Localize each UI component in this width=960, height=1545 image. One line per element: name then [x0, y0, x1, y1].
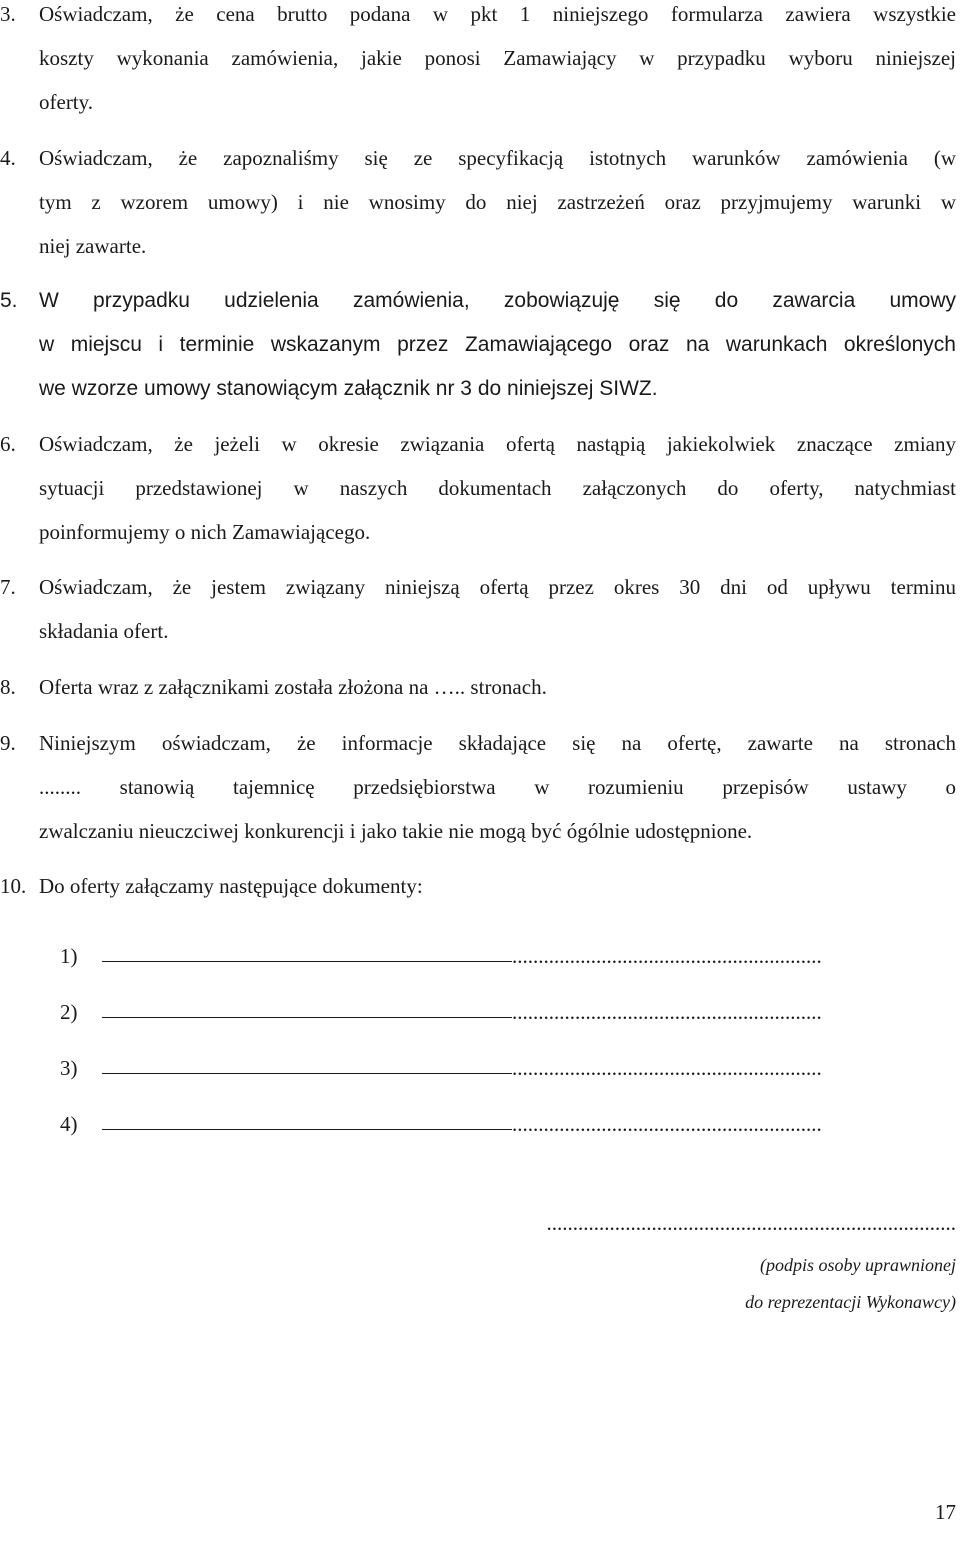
item-line: Oświadczam, że jestem związany niniejszą ofertą przez okres 30 dni od upływu terminu — [39, 575, 956, 599]
item-line: w miejscu i terminie wskazanym przez Zamawiającego oraz na warunkach określonych — [39, 333, 956, 356]
item-line: tym z wzorem umowy) i nie wnosimy do niej zastrzeżeń oraz przyjmujemy warunki w — [39, 190, 956, 214]
item-line: W przypadku udzielenia zamówienia, zobowiązuję się do zawarcia umowy — [39, 289, 956, 312]
item-line: zwalczaniu nieuczciwej konkurencji i jako takie nie mogą być ógólnie udostępnione. — [39, 819, 753, 843]
attachment-dots: ........................................................... — [512, 1112, 822, 1136]
attachment-label: 4) — [60, 1112, 78, 1136]
item-number: 9. — [0, 731, 16, 755]
item-line: niej zawarte. — [39, 234, 147, 258]
item-line: Do oferty załączamy następujące dokumenty: — [39, 874, 423, 898]
item-number: 8. — [0, 675, 16, 699]
attachment-row-4 — [60, 1111, 822, 1137]
attachment-label: 1) — [60, 944, 78, 968]
item-number: 10. — [0, 874, 27, 898]
item-number: 3. — [0, 2, 16, 26]
signature-label-line-1: (podpis osoby uprawnionej — [760, 1255, 956, 1275]
attachment-row-1 — [60, 943, 822, 969]
attachment-underline — [102, 1017, 512, 1018]
attachment-dots: ........................................................... — [512, 944, 822, 968]
item-number: 4. — [0, 146, 16, 170]
page-number: 17 — [935, 1500, 956, 1524]
item-number: 7. — [0, 575, 16, 599]
attachment-row-2 — [60, 999, 822, 1025]
item-line: składania ofert. — [39, 619, 169, 643]
attachment-underline — [102, 1129, 512, 1130]
attachment-row-3 — [60, 1055, 822, 1081]
item-line: Niniejszym oświadczam, że informacje składające się na ofertę, zawarte na stronach — [39, 731, 956, 755]
item-line: poinformujemy o nich Zamawiającego. — [39, 520, 371, 544]
attachment-underline — [102, 1073, 512, 1074]
signature-dots: .............................................................................. — [546, 1211, 956, 1235]
attachment-label: 2) — [60, 1000, 78, 1024]
attachment-label: 3) — [60, 1056, 78, 1080]
signature-label-line-2: do reprezentacji Wykonawcy) — [745, 1292, 956, 1312]
item-line: we wzorze umowy stanowiącym załącznik nr 3 do niniejszej SIWZ. — [39, 377, 658, 400]
item-number: 5. — [0, 289, 18, 312]
item-line: Oferta wraz z załącznikami została złożona na ….. stronach. — [39, 675, 547, 699]
attachment-underline — [102, 961, 512, 962]
item-line: Oświadczam, że cena brutto podana w pkt 1 niniejszego formularza zawiera wszystkie — [39, 2, 956, 26]
item-line: Oświadczam, że jeżeli w okresie związania ofertą nastąpią jakiekolwiek znaczące zmiany — [39, 432, 956, 456]
item-line: Oświadczam, że zapoznaliśmy się ze specyfikacją istotnych warunków zamówienia (w — [39, 146, 956, 170]
item-line: oferty. — [39, 90, 94, 114]
item-number: 6. — [0, 432, 16, 456]
item-line: ........ stanowią tajemnicę przedsiębiorstwa w rozumieniu przepisów ustawy o — [39, 775, 956, 799]
attachment-dots: ........................................................... — [512, 1056, 822, 1080]
item-line: koszty wykonania zamówienia, jakie ponosi Zamawiający w przypadku wyboru niniejszej — [39, 46, 956, 70]
attachment-dots: ........................................................... — [512, 1000, 822, 1024]
item-line: sytuacji przedstawionej w naszych dokumentach załączonych do oferty, natychmiast — [39, 476, 956, 500]
